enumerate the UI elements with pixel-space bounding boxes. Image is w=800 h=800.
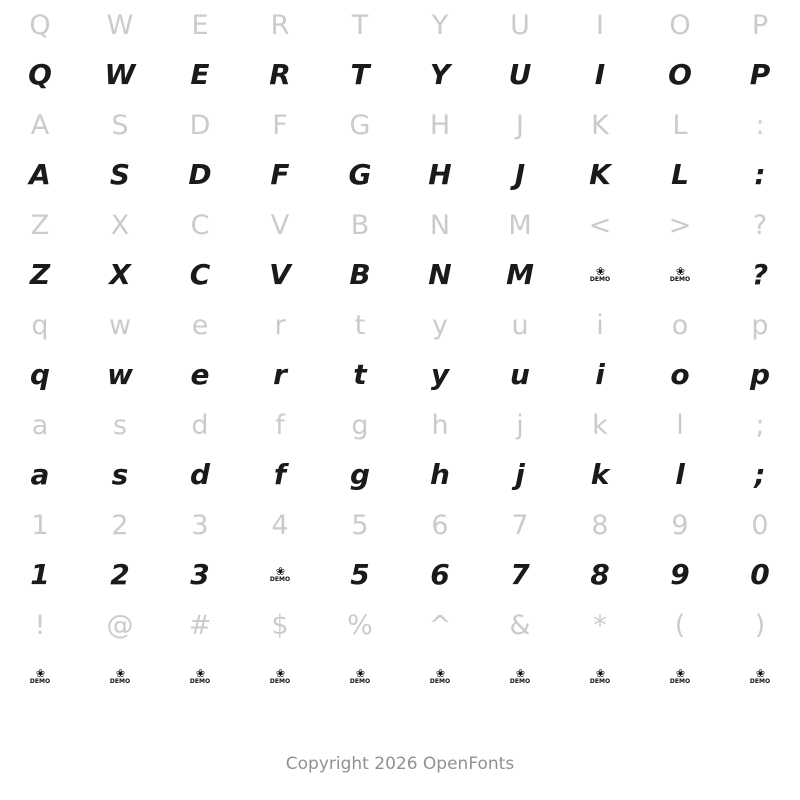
- glyph-cell: A: [30, 109, 50, 141]
- glyph-cell: d: [191, 409, 209, 441]
- glyph-cell: W: [104, 58, 136, 91]
- glyph-cell: 8: [591, 509, 609, 541]
- glyph-cell: @: [106, 609, 134, 641]
- copyright-notice: Copyright 2026 OpenFonts: [285, 754, 515, 774]
- glyph-cell: 0: [750, 558, 770, 591]
- glyph-cell: K: [591, 109, 609, 141]
- glyph-cell: U: [510, 9, 530, 41]
- glyph-cell: 0: [751, 509, 769, 541]
- glyph-cell: y: [432, 309, 448, 341]
- glyph-cell: Q: [29, 9, 51, 41]
- demo-lock-icon: ❀ DEMO: [669, 666, 691, 685]
- glyph-cell: d: [189, 458, 211, 491]
- glyph-cell: j: [516, 409, 524, 441]
- glyph-cell: V: [269, 258, 291, 291]
- glyph-cell: u: [511, 309, 529, 341]
- glyph-cell: K: [589, 158, 611, 191]
- glyph-cell: a: [30, 458, 50, 491]
- glyph-cell: C: [190, 209, 210, 241]
- glyph-cell: u: [510, 358, 530, 391]
- glyph-cell: Z: [29, 258, 51, 291]
- glyph-cell: g: [351, 409, 369, 441]
- glyph-cell: F: [272, 109, 288, 141]
- glyph-cell: i: [596, 309, 604, 341]
- glyph-cell: s: [112, 409, 128, 441]
- glyph-cell: o: [670, 358, 690, 391]
- glyph-cell: I: [596, 9, 604, 41]
- glyph-cell: i: [595, 358, 605, 391]
- glyph-cell: 6: [430, 558, 450, 591]
- glyph-cell: :: [755, 109, 765, 141]
- glyph-cell: o: [671, 309, 689, 341]
- glyph-cell: w: [107, 358, 133, 391]
- glyph-cell: 6: [431, 509, 449, 541]
- glyph-cell: G: [349, 109, 371, 141]
- glyph-cell: ;: [755, 409, 765, 441]
- glyph-cell: :: [754, 158, 766, 191]
- glyph-cell: 3: [191, 509, 209, 541]
- glyph-cell: E: [191, 9, 209, 41]
- glyph-cell: A: [29, 158, 51, 191]
- glyph-cell: 1: [31, 509, 49, 541]
- glyph-cell: N: [428, 258, 452, 291]
- glyph-cell: 2: [110, 558, 130, 591]
- glyph-cell: T: [351, 9, 369, 41]
- glyph-cell: P: [751, 9, 769, 41]
- glyph-cell: r: [273, 358, 287, 391]
- glyph-cell: U: [508, 58, 532, 91]
- glyph-cell: 7: [510, 558, 530, 591]
- glyph-cell: 7: [511, 509, 529, 541]
- glyph-cell: W: [106, 9, 134, 41]
- demo-lock-icon: ❀ DEMO: [749, 666, 771, 685]
- glyph-cell: R: [270, 9, 290, 41]
- glyph-cell: C: [189, 258, 211, 291]
- demo-lock-icon: ❀ DEMO: [509, 666, 531, 685]
- glyph-cell: O: [669, 9, 691, 41]
- glyph-cell: 9: [671, 509, 689, 541]
- glyph-cell: t: [353, 358, 367, 391]
- glyph-cell: E: [190, 58, 210, 91]
- demo-lock-icon: ❀ DEMO: [589, 666, 611, 685]
- glyph-cell: 2: [111, 509, 129, 541]
- glyph-cell: q: [31, 309, 49, 341]
- glyph-cell: D: [189, 109, 211, 141]
- glyph-cell: g: [349, 458, 371, 491]
- glyph-cell: k: [592, 409, 608, 441]
- glyph-cell: X: [110, 209, 130, 241]
- glyph-cell: k: [590, 458, 610, 491]
- glyph-cell: F: [270, 158, 290, 191]
- glyph-cell: e: [191, 309, 209, 341]
- glyph-cell: (: [674, 609, 686, 641]
- demo-lock-icon: ❀ DEMO: [349, 666, 371, 685]
- glyph-cell: %: [347, 609, 373, 641]
- glyph-cell: R: [269, 58, 291, 91]
- glyph-cell: ): [754, 609, 766, 641]
- glyph-cell: J: [516, 109, 524, 141]
- glyph-cell: M: [506, 258, 534, 291]
- demo-lock-icon: ❀ DEMO: [669, 264, 691, 283]
- glyph-cell: H: [429, 109, 451, 141]
- glyph-cell: T: [350, 58, 370, 91]
- glyph-cell: p: [749, 358, 771, 391]
- demo-lock-icon: ❀ DEMO: [29, 666, 51, 685]
- glyph-cell: ;: [754, 458, 766, 491]
- glyph-cell: B: [349, 258, 371, 291]
- glyph-cell: h: [431, 409, 449, 441]
- glyph-cell: P: [749, 58, 771, 91]
- glyph-cell: w: [108, 309, 132, 341]
- glyph-cell: D: [188, 158, 212, 191]
- glyph-cell: H: [428, 158, 452, 191]
- glyph-cell: !: [34, 609, 46, 641]
- demo-lock-icon: ❀ DEMO: [589, 264, 611, 283]
- glyph-cell: ?: [752, 209, 768, 241]
- glyph-cell: 8: [590, 558, 610, 591]
- glyph-cell: 1: [30, 558, 50, 591]
- glyph-cell: a: [31, 409, 49, 441]
- demo-lock-icon: ❀ DEMO: [189, 666, 211, 685]
- glyph-cell: >: [668, 209, 692, 241]
- glyph-cell: y: [430, 358, 450, 391]
- glyph-cell: M: [508, 209, 532, 241]
- glyph-cell: 5: [351, 509, 369, 541]
- glyph-cell: #: [188, 609, 212, 641]
- glyph-cell: L: [672, 109, 688, 141]
- glyph-cell: p: [751, 309, 769, 341]
- glyph-cell: ^: [428, 609, 452, 641]
- glyph-cell: q: [29, 358, 51, 391]
- glyph-cell: <: [588, 209, 612, 241]
- glyph-cell: j: [515, 458, 525, 491]
- glyph-cell: r: [274, 309, 286, 341]
- glyph-cell: &: [509, 609, 531, 641]
- glyph-cell: B: [350, 209, 370, 241]
- glyph-cell: h: [430, 458, 450, 491]
- glyph-cell: X: [109, 258, 131, 291]
- glyph-cell: I: [594, 58, 606, 91]
- glyph-cell: G: [348, 158, 372, 191]
- glyph-cell: e: [190, 358, 210, 391]
- glyph-cell: ?: [751, 258, 769, 291]
- glyph-cell: f: [275, 409, 285, 441]
- demo-lock-icon: ❀ DEMO: [269, 666, 291, 685]
- glyph-cell: *: [593, 609, 607, 641]
- demo-lock-icon: ❀ DEMO: [269, 564, 291, 583]
- glyph-cell: Y: [429, 58, 451, 91]
- glyph-cell: 9: [670, 558, 690, 591]
- glyph-cell: S: [109, 158, 131, 191]
- glyph-cell: L: [671, 158, 689, 191]
- glyph-cell: l: [675, 458, 685, 491]
- glyph-cell: $: [271, 609, 289, 641]
- glyph-cell: J: [514, 158, 526, 191]
- glyph-cell: V: [270, 209, 290, 241]
- demo-lock-icon: ❀ DEMO: [429, 666, 451, 685]
- glyph-cell: t: [354, 309, 366, 341]
- glyph-cell: 3: [190, 558, 210, 591]
- demo-lock-icon: ❀ DEMO: [109, 666, 131, 685]
- glyph-cell: s: [111, 458, 129, 491]
- glyph-cell: Q: [28, 58, 52, 91]
- glyph-cell: O: [668, 58, 692, 91]
- glyph-cell: 4: [271, 509, 289, 541]
- glyph-cell: 5: [350, 558, 370, 591]
- glyph-cell: Y: [431, 9, 449, 41]
- glyph-cell: S: [111, 109, 129, 141]
- glyph-cell: N: [429, 209, 451, 241]
- glyph-cell: l: [676, 409, 684, 441]
- glyph-cell: f: [273, 458, 287, 491]
- glyph-cell: Z: [30, 209, 50, 241]
